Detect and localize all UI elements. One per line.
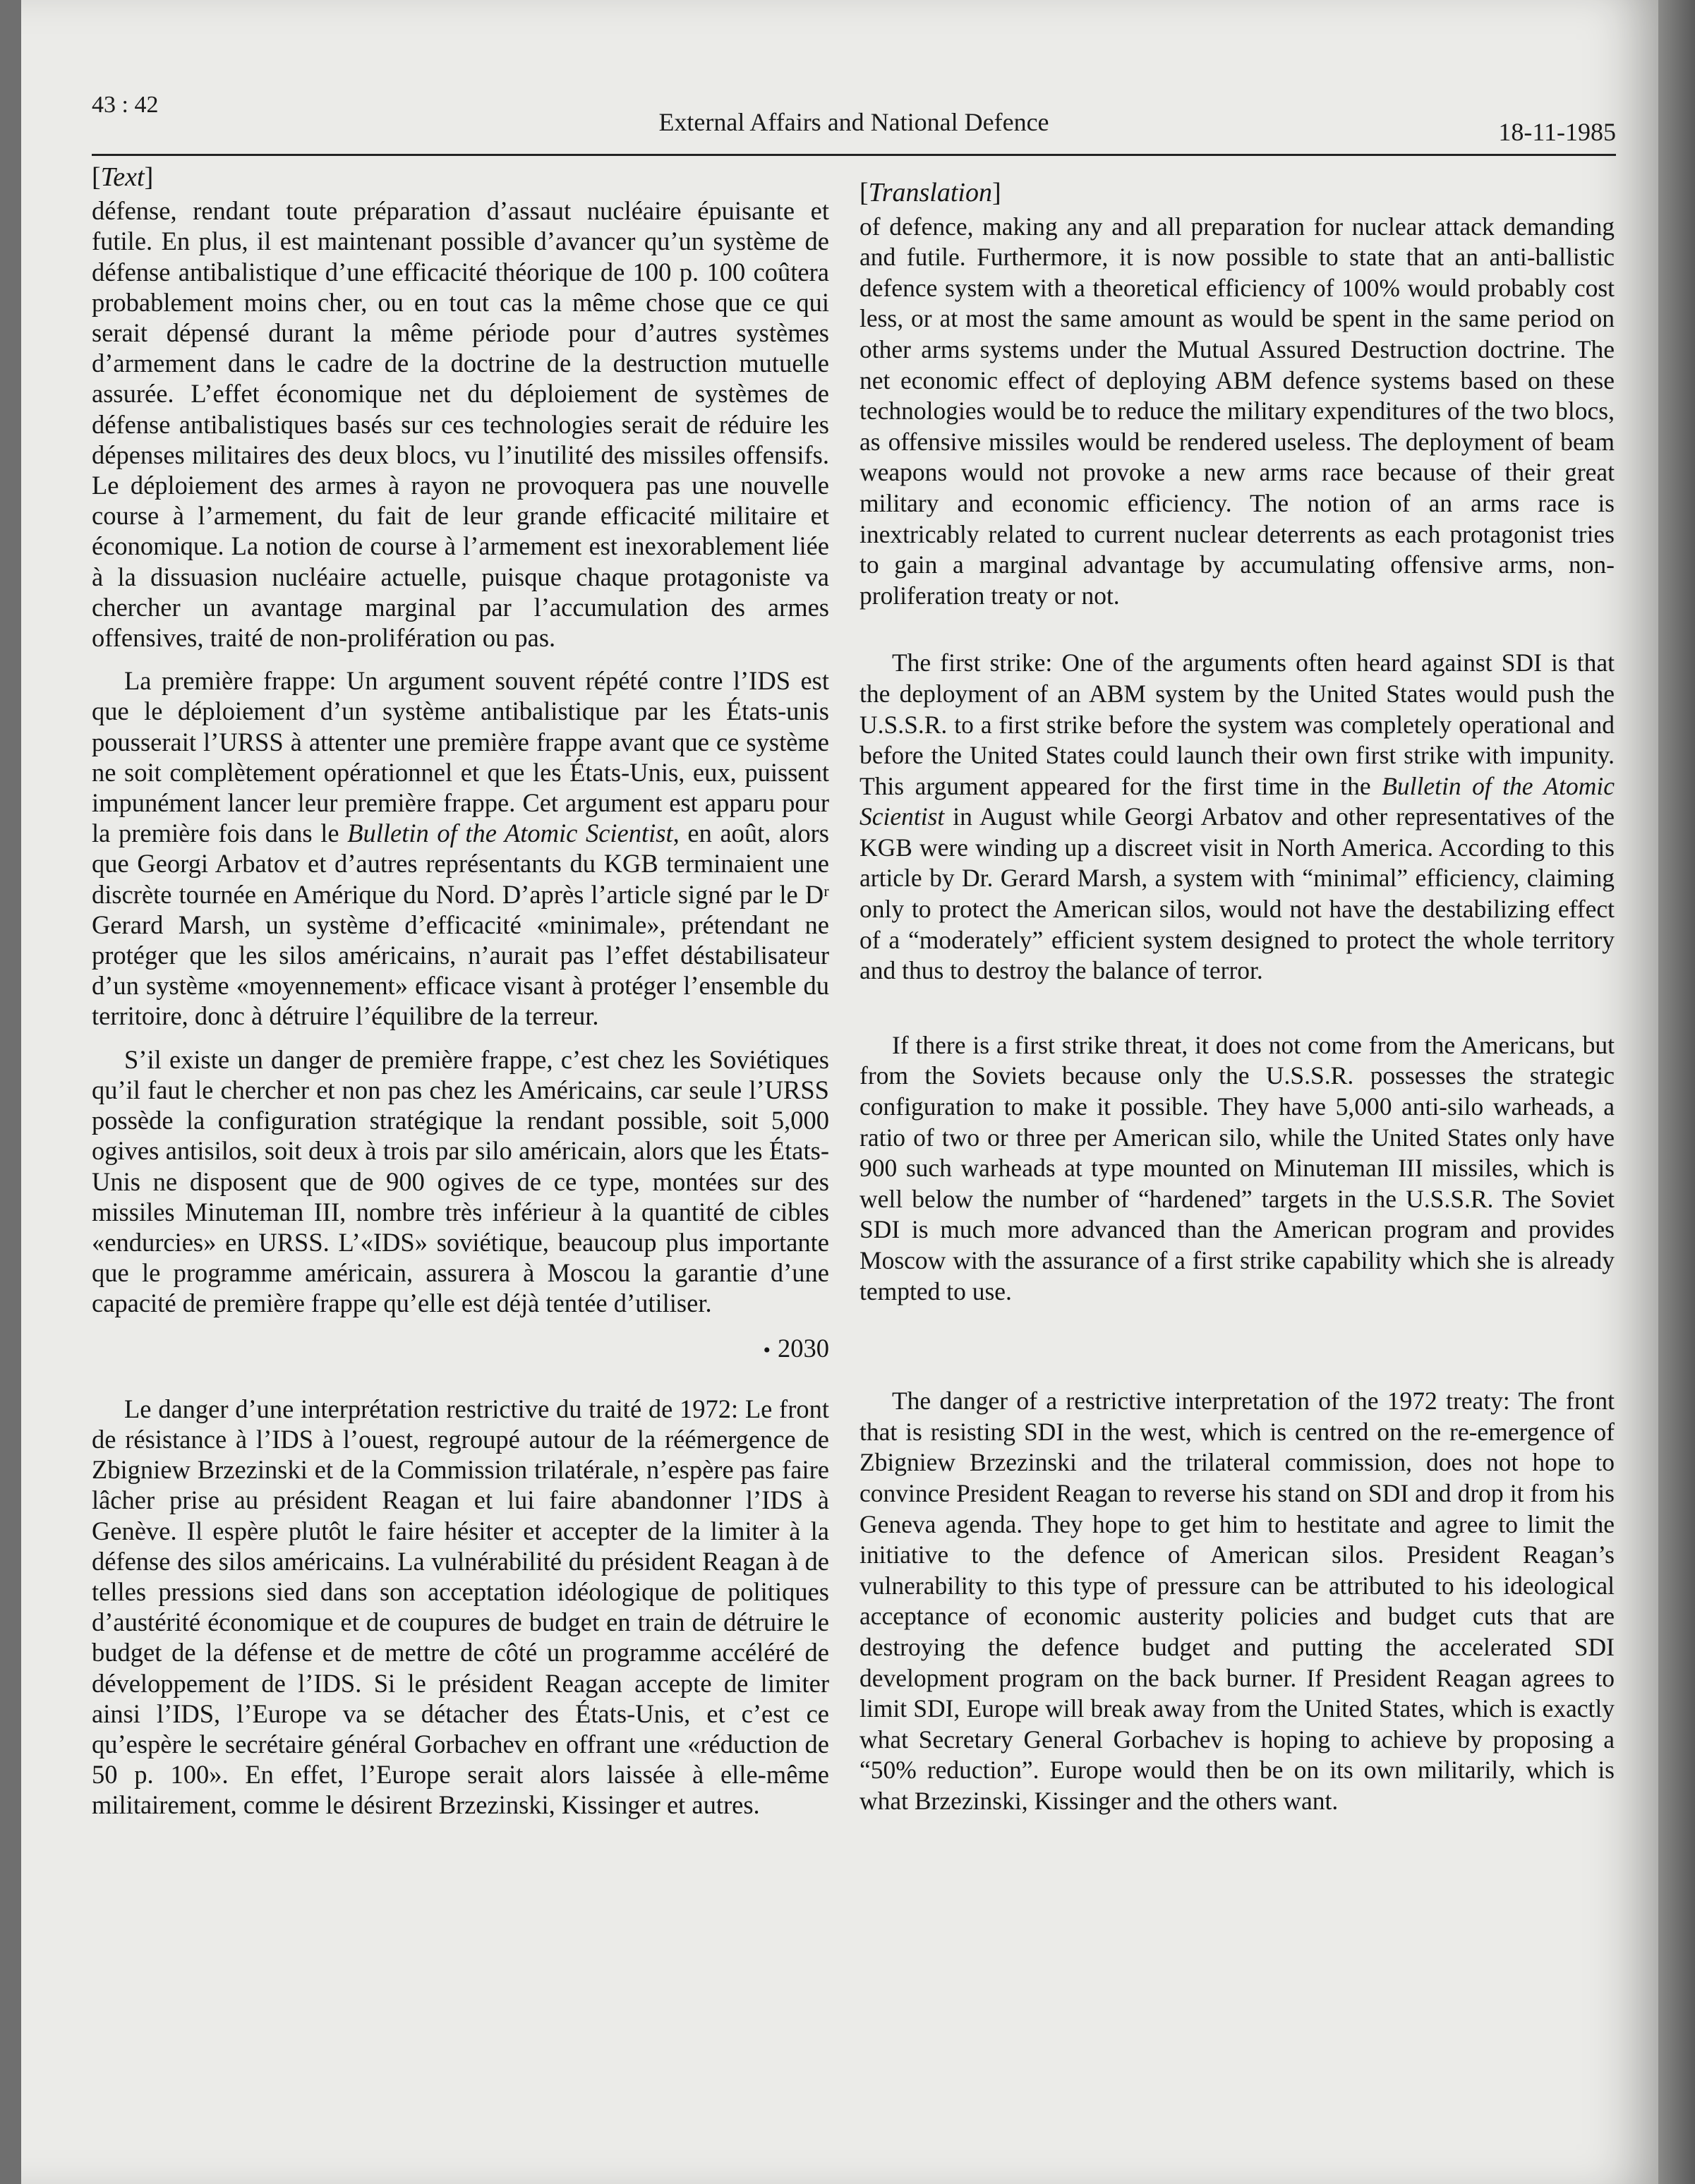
page-header [92, 90, 1616, 156]
header-date: 18-11-1985 [1498, 118, 1616, 146]
bullet-icon: • [763, 1338, 771, 1362]
publication-title: Bulletin of the Atomic Scientist [859, 771, 1615, 831]
french-text-column [92, 162, 829, 1821]
paragraph-defence-economics-en: of defence, making any and all preparation for nuclear attack demanding and futile. Furthermore, it is now possible to state that an anti-ballistic defence system with a theoretical efficiency of 100% would probably cost less, or at most the same amount as would be spent in the same period on other arms systems under the Mutual Assured Destruction doctrine. The net economic effect of deploying ABM defence systems based on these technologies would be to reduce the military expenditures of the two blocs, as offensive missiles would be rendered useless. The deployment of beam weapons would not provoke a new arms race because of their great military and economic efficiency. The notion of an arms race is inextricably related to current nuclear deterrents as each protagonist tries to gain a marginal advantage by accumulating offensive arms, non-proliferation treaty or not. [859, 212, 1615, 610]
binding-shadow [1658, 0, 1695, 2184]
publication-title: Bulletin of the Atomic Scientist [347, 819, 673, 848]
paragraph-treaty-interpretation-en: The danger of a restrictive interpretation of the 1972 treaty: The front that is resisting SDI in the west, which is centred on the re-emergence of Zbigniew Brzezinski and the trilateral commission, does not hope to convince President Reagan to reverse his stand on SDI and drop it from his Geneva agenda. They hope to get him to hestitate and agree to limit the initiative to the defence of American silos. President Reagan’s vulnerability to this type of pressure can be attributed to his ideological acceptance of economic austerity policies and budget cuts that are destroying the defence budget and putting the accelerated SDI development program on the back burner. If President Reagan agrees to limit SDI, Europe will break away from the United States, which is exactly what Secretary General Gorbachev is hoping to achieve by proposing a “50% reduction”. Europe would then be on its own militarily, which is what Brzezinski, Kissinger and the others want. [859, 1387, 1615, 1815]
page-reference: 43 : 42 [92, 92, 159, 118]
translation-label: [Translation] [859, 178, 1001, 207]
header-title: External Affairs and National Defence [658, 108, 1049, 136]
english-translation-column [859, 178, 1615, 1817]
paragraph-soviet-threat-fr: S’il existe un danger de première frappe, c’est chez les Soviétiques qu’il faut le chercher et non pas chez les Américains, car seule l’URSS possède la configuration stratégique la rendant possible, soit 5,000 ogives antisilos, soit deux à trois par silo américain, alors que les États-Unis ne disposent que de 900 ogives de ce type, montées sur des missiles Minuteman III, nombre très inférieur à la quantité de cibles «endurcies» en URSS. L’«IDS» soviétique, beaucoup plus importante que le programme américain, assurera à Moscou la garantie d’une capacité de première frappe qu’elle est déjà tentée d’utiliser. [92, 1044, 829, 1318]
paragraph-first-strike-en: The first strike: One of the arguments often heard against SDI is that the deployment of an ABM system by the United States would push the U.S.S.R. to a first strike before the system was completely operational and before the United States could launch their own first strike with impunity. This argument appeared for the first time in the Bulletin of the Atomic Scientist in August while Georgi Arbatov and other representatives of the KGB were winding up a discreet visit in North America. According to this article by Dr. Gerard Marsh, a system with “minimal” efficiency, claiming only to protect the American silos, would not have the destabilizing effect of a “moderately” efficient system designed to protect the whole territory and thus to destroy the balance of terror. [859, 648, 1615, 985]
paragraph-treaty-interpretation-fr: Le danger d’une interprétation restrictive du traité de 1972: Le front de résistance à l’IDS à l’ouest, regroupé autour de la réémergence de Zbigniew Brzezinski et de la Commission trilatérale, n’espère pas faire lâcher prise au président Reagan et lui faire abandonner l’IDS à Genève. Il espère plutôt le faire hésiter et accepter de la limiter à la défense des silos américains. La vulnérabilité du président Reagan à de telles pressions sied dans son acceptation idéologique de politiques d’austérité économique et de coupures de budget en train de détruire le budget de la défense et de mettre de côté un programme accéléré de développement de l’IDS. Si le président Reagan accepte de limiter ainsi l’IDS, l’Europe va se détacher des États-Unis, et c’est ce qu’espère le secrétaire général Gorbachev en offrant une «réduction de 50 p. 100». En effet, l’Europe serait alors laissée à elle-même militairement, comme le désirent Brzezinski, Kissinger et autres. [92, 1394, 829, 1820]
time-marker: • 2030 [763, 1333, 829, 1363]
paragraph-soviet-threat-en: If there is a first strike threat, it does not come from the Americans, but from the Soviets because only the U.S.S.R. possesses the strategic configuration to make it possible. They have 5,000 anti-silo warheads, a ratio of two or three per American silo, while the United States only have 900 such warheads at type mounted on Minuteman III missiles, which is well below the number of “hardened” targets in the U.S.S.R. The Soviet SDI is much more advanced than the American program and provides Moscow with the assurance of a first strike capability which she is already tempted to use. [859, 1030, 1615, 1305]
paragraph-first-strike-fr: La première frappe: Un argument souvent répété contre l’IDS est que le déploiement d’un système antibalistique par les États-unis pousserait l’URSS à attenter une première frappe avant que ce système ne soit complètement opérationnel et que les États-Unis, eux, puissent impunément lancer leur première frappe. Cet argument est apparu pour la première fois dans le Bulletin of the Atomic Scientist, en août, alors que Georgi Arbatov et d’autres représentants du KGB terminaient une discrète tournée en Amérique du Nord. D’après l’article signé par le Dʳ Gerard Marsh, un système d’efficacité «minimale», prétendant ne protéger que les silos américains, n’aurait pas l’effet déstabilisateur d’un système «moyennement» efficace visant à protéger l’ensemble du territoire, donc à détruire l’équilibre de la terreur. [92, 666, 829, 1031]
document-page [21, 0, 1658, 2184]
paragraph-defence-economics-fr: défense, rendant toute préparation d’assaut nucléaire épuisante et futile. En plus, il est maintenant possible d’avancer qu’un système de défense antibalistique d’une efficacité théorique de 100 p. 100 coûtera probablement moins cher, ou en tout cas la même chose que ce qui serait dépensé durant la même période pour d’autres systèmes d’armement dans le cadre de la doctrine de la destruction mutuelle assurée. L’effet économique net du déploiement de systèmes de défense antibalistiques basés sur ces technologies serait de réduire les dépenses militaires des deux blocs, vu l’inutilité des missiles offensifs. Le déploiement des armes à rayon ne provoquera pas une nouvelle course à l’armement, du fait de leur grande efficacité militaire et économique. La notion de course à l’armement est inexorablement liée à la dissuasion nucléaire actuelle, puisque chaque protagoniste va chercher un avantage marginal par l’accumulation des armes offensives, traité de non-prolifération ou pas. [92, 196, 829, 653]
text-label: [Text] [92, 162, 154, 192]
